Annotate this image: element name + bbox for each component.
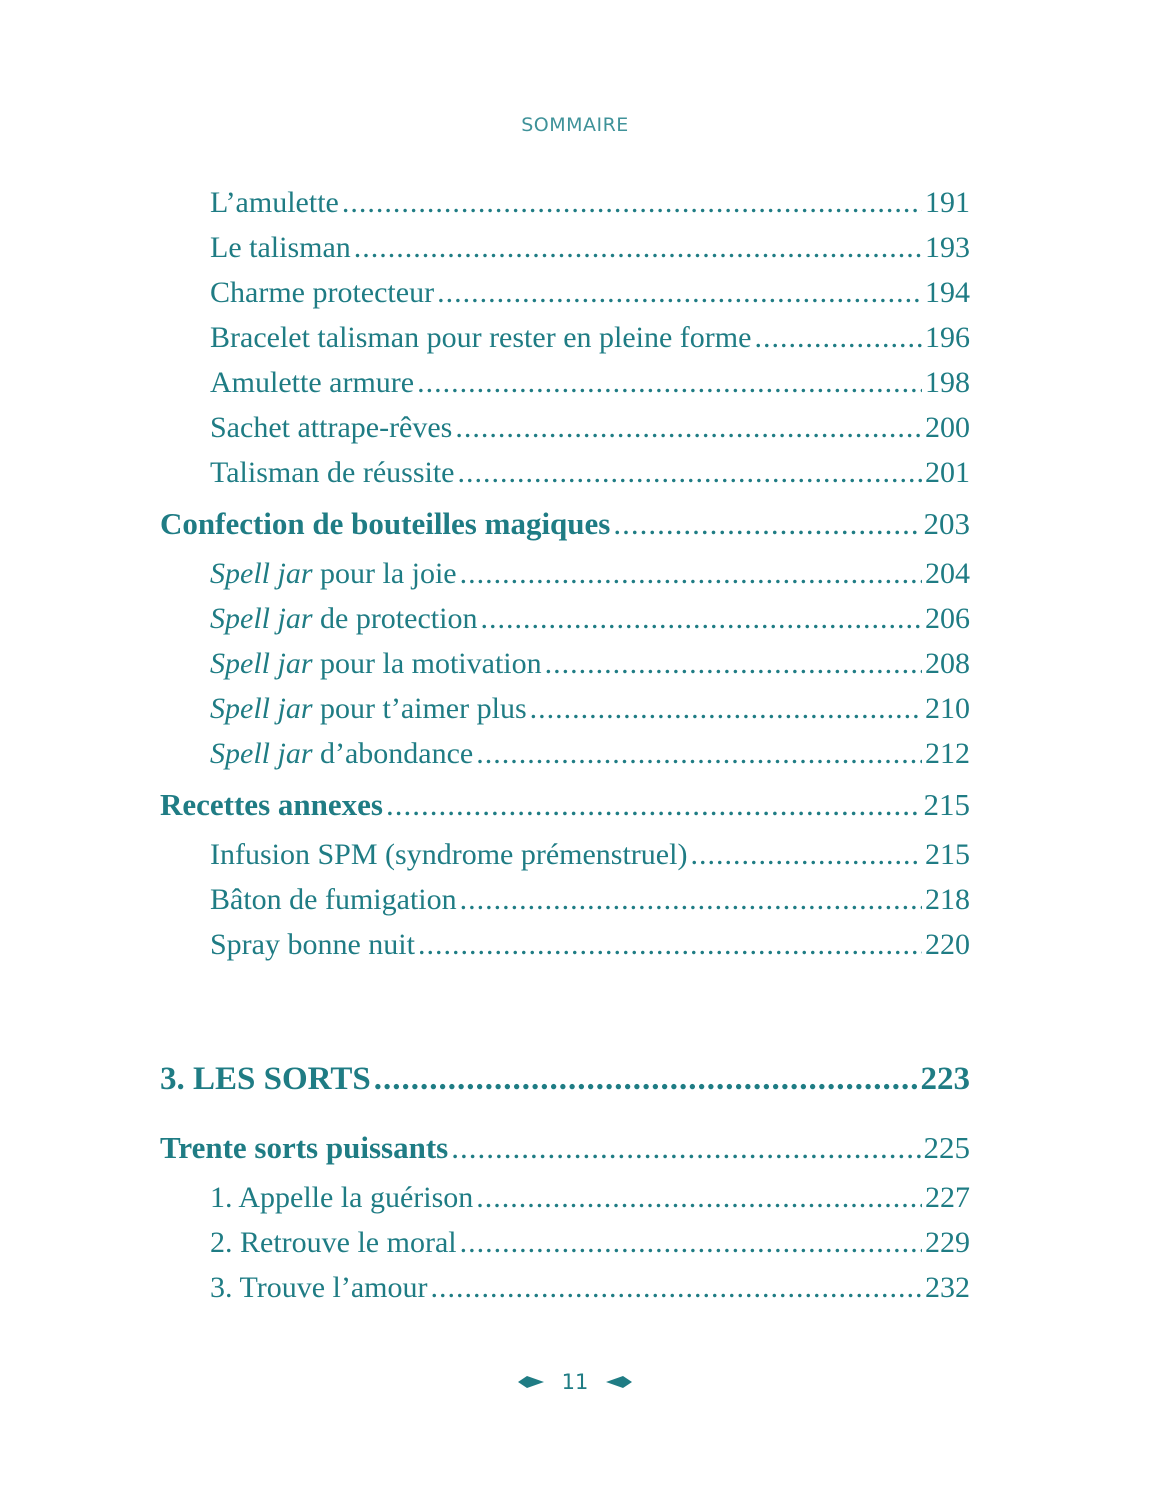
dot-leader	[418, 922, 922, 967]
dot-leader	[458, 450, 923, 495]
toc-entry-page: 204	[925, 557, 970, 590]
toc-section-label: Trente sorts puissants	[160, 1130, 449, 1165]
toc-part-les-sorts[interactable]	[160, 1051, 970, 1107]
toc-entry-label: Spray bonne nuit	[210, 928, 415, 961]
toc-entry-page: 232	[925, 1271, 970, 1304]
toc-section-page: 225	[923, 1130, 970, 1165]
toc-entry-spell-jar-abondance[interactable]	[160, 731, 970, 776]
dot-leader	[417, 360, 922, 405]
toc-section-page: 203	[923, 506, 970, 541]
dot-leader	[476, 731, 922, 776]
dot-leader	[460, 877, 922, 922]
dot-leader	[374, 1051, 918, 1107]
toc-entry-italic: Spell jar	[210, 602, 313, 635]
dot-leader	[451, 1120, 920, 1175]
toc-entry-page: 194	[925, 276, 970, 309]
toc-entry-italic: Spell jar	[210, 692, 313, 725]
toc-entry-rest: pour la motivation	[312, 647, 542, 680]
toc-entry-talisman-reussite[interactable]	[160, 450, 970, 495]
toc-section-label: Confection de bouteilles magiques	[160, 506, 611, 541]
toc-entry-page: 198	[925, 366, 970, 399]
toc-entry-label: Infusion SPM (syndrome prémenstruel)	[210, 838, 688, 871]
toc-entry-label: 1. Appelle la guérison	[210, 1181, 474, 1214]
running-head: SOMMAIRE	[521, 114, 629, 136]
toc-section-label: Recettes annexes	[160, 787, 383, 822]
dot-leader	[690, 832, 922, 877]
toc-entry-rest: pour la joie	[312, 557, 457, 590]
toc-entry-label: L’amulette	[210, 186, 339, 219]
toc-entry-spell-jar-protection[interactable]	[160, 596, 970, 641]
toc-entry-spray-bonne-nuit[interactable]	[160, 922, 970, 967]
toc-entry-italic: Spell jar	[210, 557, 313, 590]
toc-entry-label	[210, 686, 527, 731]
toc-entry-page: 218	[925, 883, 970, 916]
dot-leader	[613, 496, 920, 551]
toc-entry-italic: Spell jar	[210, 647, 313, 680]
toc-section-trente-sorts[interactable]	[160, 1120, 970, 1175]
dot-leader	[476, 1175, 922, 1220]
toc-entry-infusion-spm[interactable]	[160, 832, 970, 877]
toc-part-page: 223	[920, 1061, 970, 1097]
page-number: 11	[561, 1370, 589, 1394]
diamond-arrow-icon	[518, 1375, 544, 1389]
toc-entry-label: Sachet attrape-rêves	[210, 411, 453, 444]
toc-entry-label: Bâton de fumigation	[210, 883, 457, 916]
dot-leader	[431, 1265, 923, 1310]
toc-entry-page: 201	[925, 456, 970, 489]
toc-entry-sachet-attrape-reves[interactable]	[160, 405, 970, 450]
toc-entry-page: 208	[925, 647, 970, 680]
toc-entry-amulette-armure[interactable]	[160, 360, 970, 405]
toc-entry-page: 200	[925, 411, 970, 444]
toc-entry-bracelet-talisman[interactable]	[160, 315, 970, 360]
toc-entry-spell-jar-motivation[interactable]	[160, 641, 970, 686]
dot-leader	[342, 180, 922, 225]
toc-entry-page: 227	[925, 1181, 970, 1214]
toc-entry-page: 193	[925, 231, 970, 264]
toc-entry-label: Amulette armure	[210, 366, 415, 399]
toc-entry-italic: Spell jar	[210, 737, 313, 770]
toc-entry-label: Talisman de réussite	[210, 456, 455, 489]
spacer	[160, 967, 970, 1051]
toc-entry-talisman[interactable]	[160, 225, 970, 270]
dot-leader	[460, 551, 922, 596]
dot-leader	[530, 686, 922, 731]
toc-entry-baton-fumigation[interactable]	[160, 877, 970, 922]
dot-leader	[455, 405, 922, 450]
dot-leader	[354, 225, 922, 270]
toc-entry-amulette[interactable]	[160, 180, 970, 225]
toc-entry-page: 212	[925, 737, 970, 770]
toc-entry-label	[210, 596, 477, 641]
toc-entry-label: Bracelet talisman pour rester en pleine forme	[210, 321, 752, 354]
page-footer	[0, 1370, 1150, 1394]
toc-entry-page: 215	[925, 838, 970, 871]
toc-entry-page: 191	[925, 186, 970, 219]
dot-leader	[437, 270, 922, 315]
toc-section-bouteilles[interactable]	[160, 496, 970, 551]
toc-entry-appelle-guerison[interactable]	[160, 1175, 970, 1220]
toc-entry-label	[210, 551, 457, 596]
toc-entry-rest: de protection	[312, 602, 478, 635]
dot-leader	[545, 641, 922, 686]
toc-entry-spell-jar-aimer[interactable]	[160, 686, 970, 731]
toc-entry-retrouve-moral[interactable]	[160, 1220, 970, 1265]
dot-leader	[460, 1220, 922, 1265]
toc-entry-spell-jar-joie[interactable]	[160, 551, 970, 596]
toc-entry-label	[210, 731, 473, 776]
dot-leader	[386, 777, 921, 832]
toc-entry-page: 220	[925, 928, 970, 961]
toc-entry-rest: pour t’aimer plus	[312, 692, 527, 725]
toc-entry-label: Charme protecteur	[210, 276, 435, 309]
toc-entry-page: 196	[925, 321, 970, 354]
toc-entry-label: 3. Trouve l’amour	[210, 1271, 428, 1304]
toc-entry-rest: d’abondance	[312, 737, 474, 770]
toc-section-recettes[interactable]	[160, 777, 970, 832]
toc-entry-label: Le talisman	[210, 231, 351, 264]
dot-leader	[480, 596, 922, 641]
diamond-arrow-icon	[606, 1375, 632, 1389]
toc-part-label: 3. LES SORTS	[160, 1061, 371, 1097]
toc-section-page: 215	[923, 787, 970, 822]
table-of-contents	[160, 180, 970, 1310]
toc-entry-page: 229	[925, 1226, 970, 1259]
toc-entry-label: 2. Retrouve le moral	[210, 1226, 457, 1259]
toc-entry-label	[210, 641, 542, 686]
toc-entry-page: 206	[925, 602, 970, 635]
dot-leader	[754, 315, 922, 360]
toc-entry-page: 210	[925, 692, 970, 725]
toc-entry-charme-protecteur[interactable]	[160, 270, 970, 315]
spacer	[160, 1107, 970, 1119]
toc-entry-trouve-amour[interactable]	[160, 1265, 970, 1310]
